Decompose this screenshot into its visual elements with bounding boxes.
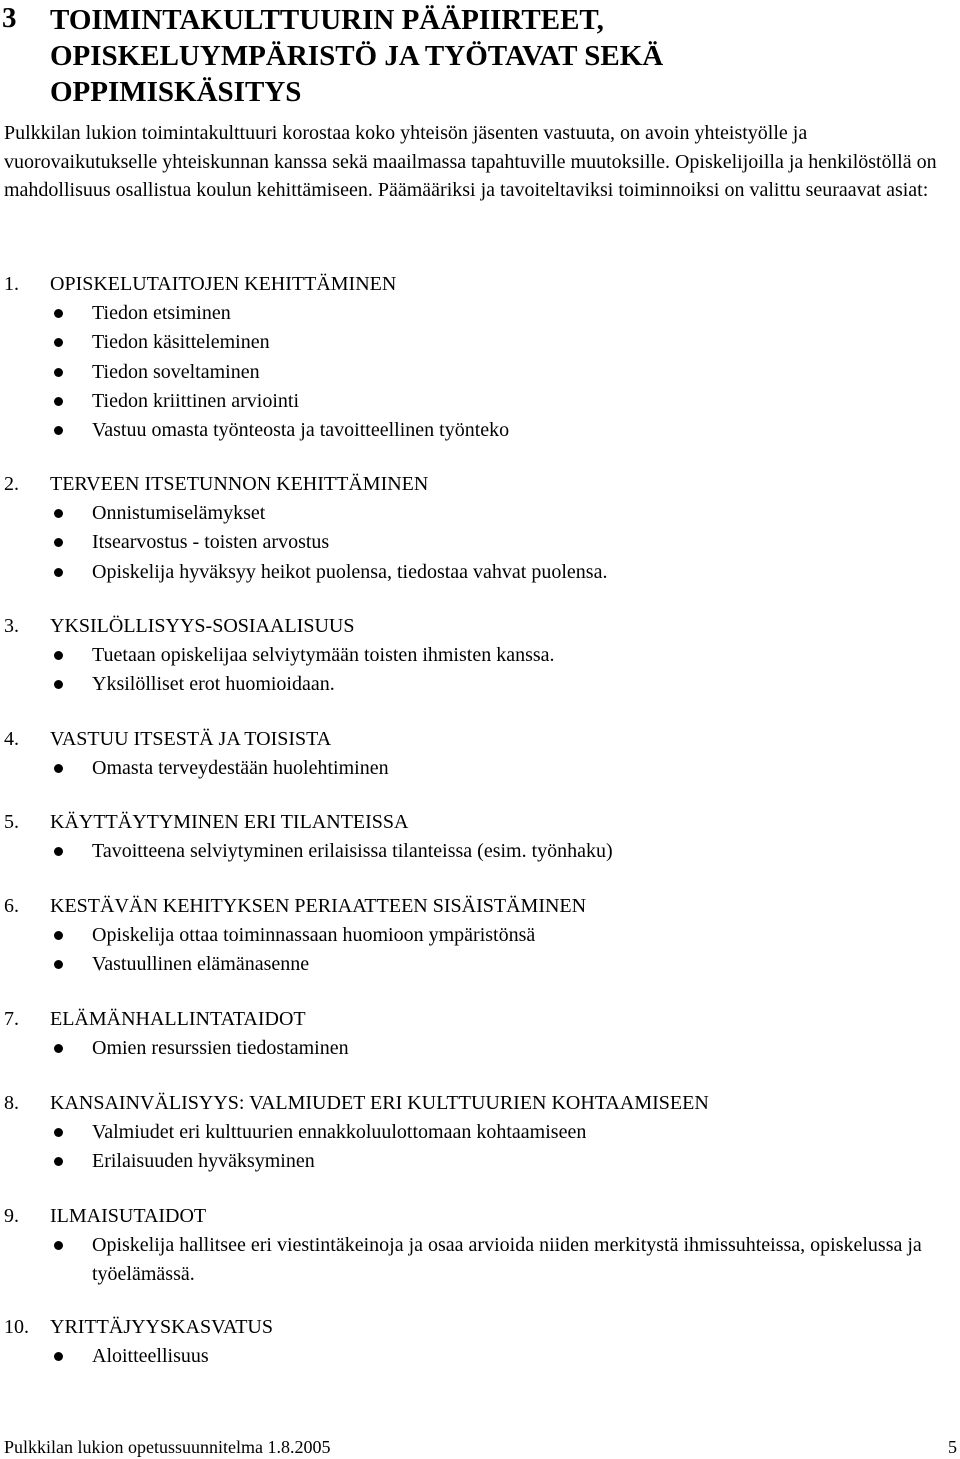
section-title: OPISKELUTAITOJEN KEHITTÄMINEN [50,273,397,295]
footer-document-title: Pulkkilan lukion opetussuunnitelma 1.8.2005 [4,1437,331,1457]
section-number: 5. [4,811,19,833]
list-item: Omien resurssien tiedostaminen [0,1034,947,1063]
bullet-icon [54,309,63,318]
bullet-icon [54,338,63,347]
section-title: TERVEEN ITSETUNNON KEHITTÄMINEN [50,473,429,495]
bullet-icon [54,764,63,773]
list-item: Aloitteellisuus [0,1342,947,1371]
chapter-title-line-3: OPPIMISKÄSITYS [50,76,302,108]
bullet-icon [54,397,63,406]
list-item: Onnistumiselämykset [0,499,947,528]
bullet-icon [54,538,63,547]
bullet-icon [54,960,63,969]
chapter-title [50,2,930,110]
list-item: Opiskelija hyväksyy heikot puolensa, tiedostaa vahvat puolensa. [0,558,947,587]
section-list [0,1231,960,1290]
section-list [0,754,960,783]
bullet-icon [54,1241,63,1250]
bullet-icon [54,680,63,689]
list-item: Tavoitteena selviytyminen erilaisissa tilanteissa (esim. työnhaku) [0,837,947,866]
section-number: 8. [4,1092,19,1114]
section-list [0,1118,960,1177]
bullet-icon [54,1128,63,1137]
page-number: 5 [948,1437,957,1457]
list-item: Tiedon käsitteleminen [0,328,947,357]
bullet-icon [54,651,63,660]
list-item: Vastuullinen elämänasenne [0,950,947,979]
bullet-icon [54,1352,63,1361]
section-number: 9. [4,1205,19,1227]
section-title: KANSAINVÄLISYYS: VALMIUDET ERI KULTTUURIEN KOHTAAMISEEN [50,1092,709,1114]
list-item: Yksilölliset erot huomioidaan. [0,670,947,699]
list-item: Opiskelija ottaa toiminnassaan huomioon ympäristönsä [0,921,947,950]
section-title: ELÄMÄNHALLINTATAIDOT [50,1008,306,1030]
section-number: 7. [4,1008,19,1030]
section-list [0,1342,960,1371]
list-item: Valmiudet eri kulttuurien ennakkoluulottomaan kohtaamiseen [0,1118,947,1147]
section-number: 4. [4,728,19,750]
list-item: Erilaisuuden hyväksyminen [0,1147,947,1176]
section-title: KÄYTTÄYTYMINEN ERI TILANTEISSA [50,811,409,833]
bullet-icon [54,426,63,435]
bullet-icon [54,847,63,856]
chapter-title-line-2: OPISKELUYMPÄRISTÖ JA TYÖTAVAT SEKÄ [50,40,664,72]
intro-paragraph: Pulkkilan lukion toimintakulttuuri korostaa koko yhteisön jäsenten vastuuta, on avoin yhteistyölle ja vuorovaikutukselle yhteiskunnan kanssa sekä maailmassa tapahtuville muutoksille. Opiskelijoilla ja henkilöstöllä on mahdollisuus osallistua koulun kehittämiseen. Päämääriksi ja tavoiteltaviksi toiminnoiksi on valittu seuraavat asiat: [4,122,937,202]
bullet-icon [54,931,63,940]
list-item: Tiedon etsiminen [0,299,947,328]
section-title: ILMAISUTAIDOT [50,1205,207,1227]
section-list [0,299,960,445]
section-number: 10. [4,1316,29,1338]
bullet-icon [54,1044,63,1053]
section-title: KESTÄVÄN KEHITYKSEN PERIAATTEEN SISÄISTÄMINEN [50,895,587,917]
section-number: 1. [4,273,19,295]
section-number: 6. [4,895,19,917]
section-number: 2. [4,473,19,495]
section-number: 3. [4,615,19,637]
section-list [0,1034,960,1063]
bullet-icon [54,368,63,377]
section-title: YRITTÄJYYSKASVATUS [50,1316,273,1338]
list-item: Omasta terveydestään huolehtiminen [0,754,947,783]
list-item: Vastuu omasta työnteosta ja tavoitteellinen työnteko [0,416,947,445]
section-list [0,921,960,980]
chapter-title-line-1: TOIMINTAKULTTUURIN PÄÄPIIRTEET, [50,4,604,36]
chapter-number: 3 [2,2,17,34]
bullet-icon [54,568,63,577]
bullet-icon [54,1157,63,1166]
bullet-icon [54,509,63,518]
list-item: Itsearvostus - toisten arvostus [0,528,947,557]
list-item: Tuetaan opiskelijaa selviytymään toisten ihmisten kanssa. [0,641,947,670]
section-list [0,499,960,587]
section-title: VASTUU ITSESTÄ JA TOISISTA [50,728,332,750]
list-item: Tiedon kriittinen arviointi [0,387,947,416]
section-list [0,641,960,700]
list-item: Opiskelija hallitsee eri viestintäkeinoja ja osaa arvioida niiden merkitystä ihmissuhteissa, opiskelussa ja työelämässä. [0,1231,947,1290]
section-title: YKSILÖLLISYYS-SOSIAALISUUS [50,615,355,637]
list-item: Tiedon soveltaminen [0,358,947,387]
section-list [0,837,960,866]
